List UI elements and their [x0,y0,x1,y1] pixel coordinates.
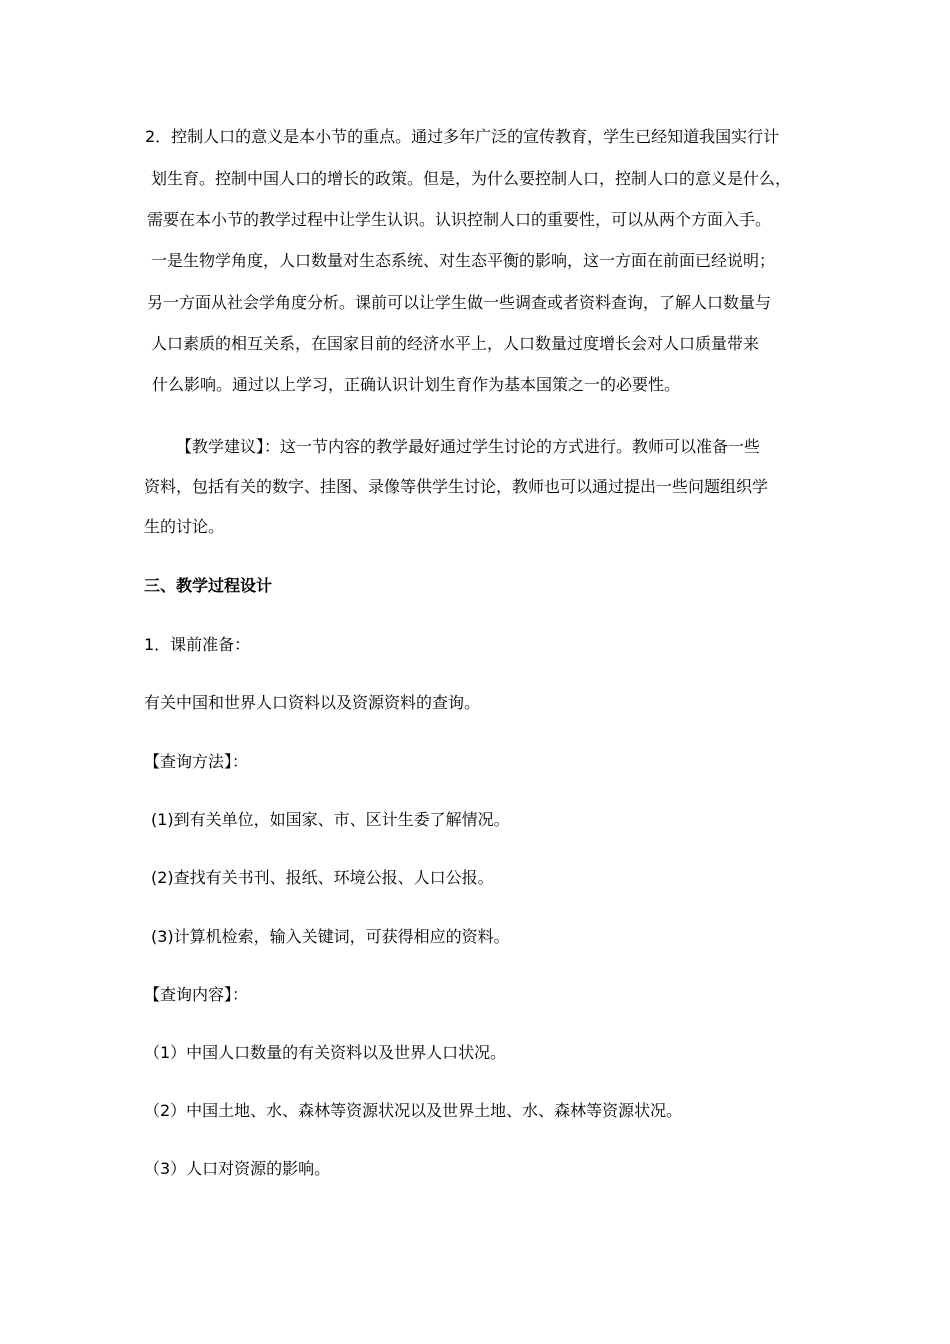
paragraph-line: 划生育。控制中国人口的增长的政策。但是，为什么要控制人口，控制人口的意义是什么， [151,169,792,188]
paragraph-line: 生的讨论。 [144,517,225,536]
paragraph-line: 什么影响。通过以上学习，正确认识计划生育作为基本国策之一的必要性。 [152,375,681,394]
list-item: （3）人口对资源的影响。 [144,1159,331,1178]
paragraph-line: 资料，包括有关的数字、挂图、录像等供学生讨论，教师也可以通过提出一些问题组织学 [144,477,769,496]
list-item: (2)查找有关书刊、报纸、环境公报、人口公报。 [151,868,494,887]
paragraph-line: 一是生物学角度，人口数量对生态系统、对生态平衡的影响，这一方面在前面已经说明； [151,251,776,270]
paragraph-line: 【教学建议】：这一节内容的教学最好通过学生讨论的方式进行。教师可以准备一些 [176,437,761,456]
list-item: (1)到有关单位，如国家、市、区计生委了解情况。 [151,810,510,829]
paragraph-line: 另一方面从社会学角度分析。课前可以让学生做一些调查或者资料查询，了解人口数量与 [147,293,772,312]
query-method-heading: 【查询方法】： [144,752,249,771]
list-item: （1）中国人口数量的有关资料以及世界人口状况。 [144,1043,507,1062]
list-item: (3)计算机检索，输入关键词，可获得相应的资料。 [151,927,510,946]
section-heading: 三、教学过程设计 [144,576,273,595]
step-heading: 1．课前准备： [144,635,251,654]
step-text: 有关中国和世界人口资料以及资源资料的查询。 [144,693,481,712]
list-item: （2）中国土地、水、森林等资源状况以及世界土地、水、森林等资源状况。 [144,1101,683,1120]
paragraph-line: 2．控制人口的意义是本小节的重点。通过多年广泛的宣传教育，学生已经知道我国实行计 [145,127,780,146]
query-content-heading: 【查询内容】： [144,985,249,1004]
paragraph-line: 需要在本小节的教学过程中让学生认识。认识控制人口的重要性，可以从两个方面入手。 [147,210,772,229]
paragraph-line: 人口素质的相互关系，在国家目前的经济水平上，人口数量过度增长会对人口质量带来 [151,334,760,353]
